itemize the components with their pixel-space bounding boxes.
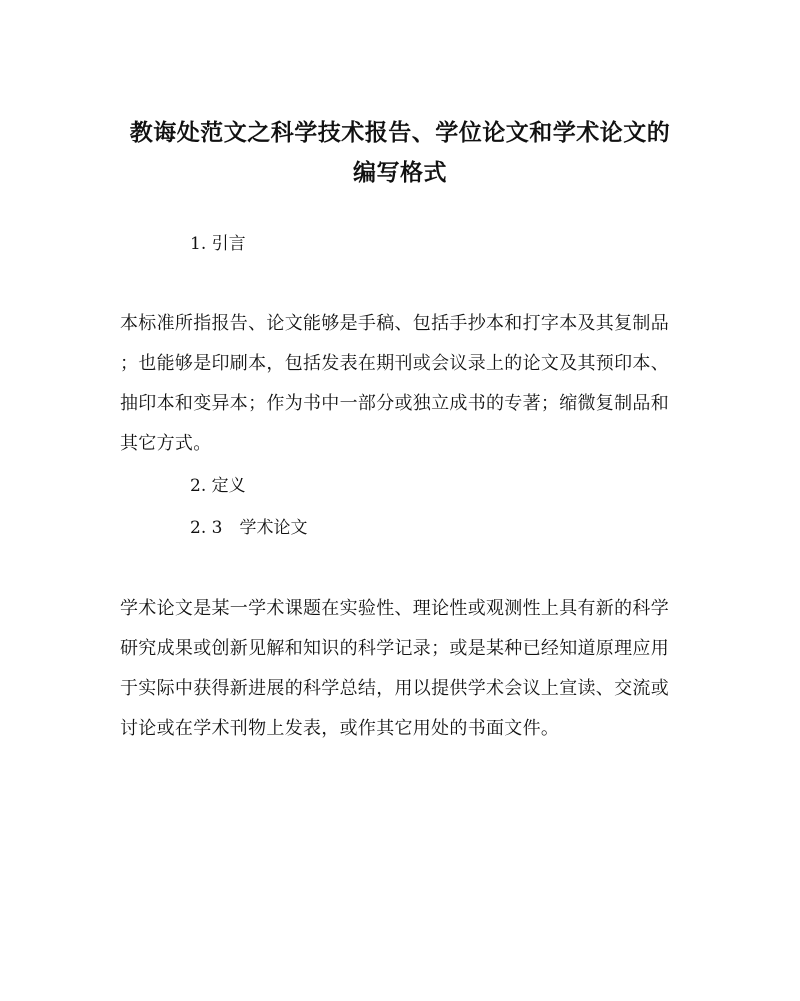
academic-paragraph-line: 讨论或在学术刊物上发表，或作其它用处的书面文件。: [120, 718, 560, 739]
subsection-heading-academic-paper: 2. 3 学术论文: [190, 518, 308, 538]
document-title-line-2: 编写格式: [353, 159, 447, 186]
intro-paragraph-line: 其它方式。: [120, 433, 212, 454]
intro-paragraph-line: ；也能够是印刷本，包括发表在期刊或会议录上的论文及其预印本、: [120, 353, 669, 374]
intro-paragraph-line: 抽印本和变异本；作为书中一部分或独立成书的专著；缩微复制品和: [120, 393, 669, 414]
academic-paragraph-line: 学术论文是某一学术课题在实验性、理论性或观测性上具有新的科学: [120, 598, 669, 619]
section-heading-introduction: 1. 引言: [190, 234, 246, 254]
academic-paragraph-line: 于实际中获得新进展的科学总结，用以提供学术会议上宣读、交流或: [120, 678, 669, 699]
intro-paragraph-line: 本标准所指报告、论文能够是手稿、包括手抄本和打字本及其复制品: [120, 313, 669, 334]
section-heading-definition: 2. 定义: [190, 476, 246, 496]
document-title-line-1: 教诲处范文之科学技术报告、学位论文和学术论文的: [129, 119, 671, 146]
academic-paragraph-line: 研究成果或创新见解和知识的科学记录；或是某种已经知道原理应用: [120, 638, 669, 659]
